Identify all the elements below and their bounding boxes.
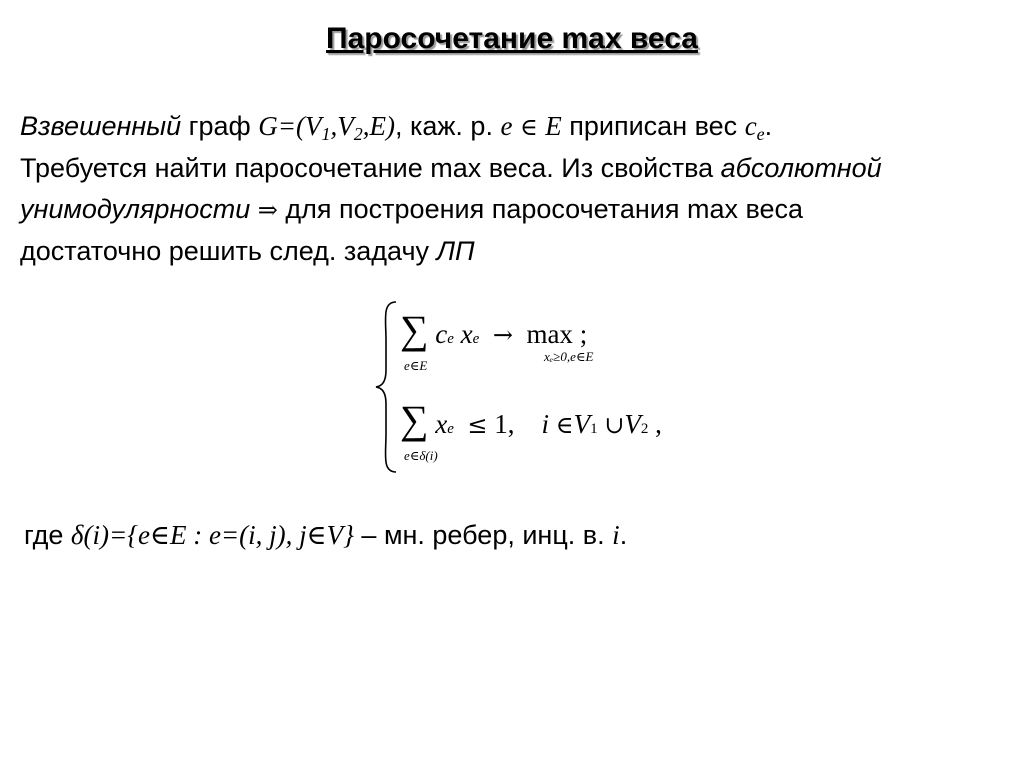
statement-line-2: [20, 148, 1010, 189]
graph-definition: [258, 111, 395, 144]
graph-def-end: ,E): [362, 111, 395, 141]
weight-c: c: [744, 111, 757, 141]
member-of-symbol: ∈: [519, 113, 538, 141]
set-V2-sub: 2: [640, 421, 649, 437]
var-x-2: x: [435, 409, 448, 439]
term-unimodularity: унимодулярности: [20, 194, 251, 224]
term-weighted: Взвешенный: [20, 111, 182, 141]
text-for-building: для построения паросочетания max веса: [285, 194, 804, 224]
sub-2: 2: [353, 124, 363, 144]
coef-c-sub: e: [447, 331, 454, 347]
period-1: .: [764, 111, 773, 141]
var-e: e: [500, 111, 513, 141]
max-condition: xₑ≥0,e∈E: [544, 349, 594, 364]
member-symbol: ∈: [555, 411, 574, 439]
coef-c: c: [435, 319, 448, 349]
weight-sub-e: e: [756, 124, 765, 144]
text-incident-edges: – мн. ребер, инц. в.: [361, 520, 605, 550]
var-x-2-sub: e: [447, 421, 454, 437]
set-V1-sub: 1: [590, 421, 598, 437]
var-i: i: [541, 409, 550, 439]
max-operator: max: [526, 319, 573, 349]
left-brace-icon: [372, 300, 402, 475]
objective-row: [400, 307, 588, 352]
term-absolute: абсолютной: [720, 153, 882, 183]
term-lp: ЛП: [436, 236, 475, 266]
delta-definition: (i)={e∈E : e=(i, j), j∈V}: [83, 520, 354, 550]
statement-line-4: [20, 231, 1010, 272]
text-each-edge: , каж. р.: [394, 111, 493, 141]
problem-statement: [20, 106, 1010, 272]
sum-index-1: e∈E: [404, 358, 428, 373]
var-i-footer: i: [612, 520, 620, 550]
sum-symbol-2: ∑: [400, 397, 429, 442]
var-x-1: x: [460, 319, 473, 349]
period-footer: .: [619, 520, 628, 550]
arrow-icon: →: [492, 321, 513, 349]
set-E: E: [545, 111, 562, 141]
lp-formulation: [372, 300, 752, 475]
text-assigned-weight: приписан вес: [569, 111, 738, 141]
delta-symbol: δ: [70, 520, 84, 550]
sub-1: 1: [321, 124, 331, 144]
sum-index-2: e∈δ(i): [404, 448, 438, 463]
text-graph: граф: [188, 111, 251, 141]
graph-def-mid: ,V: [330, 111, 354, 141]
comma: ,: [655, 409, 662, 439]
le-symbol: ≤: [467, 411, 488, 439]
text-where: где: [24, 520, 64, 550]
union-symbol: ∪: [604, 411, 625, 439]
set-V1: V: [573, 409, 591, 439]
text-find-matching: Требуется найти паросочетание max веса. Из свойства: [20, 153, 714, 183]
constant-one: 1,: [494, 409, 515, 439]
constraint-row: [400, 397, 662, 442]
sum-symbol-1: ∑: [400, 307, 429, 352]
weight-ce: [744, 111, 765, 144]
statement-line-1: [20, 106, 1010, 148]
implies-symbol: ⇒: [257, 196, 278, 224]
text-solve-task: достаточно решить след. задачу: [20, 236, 430, 266]
var-x-1-sub: e: [472, 331, 480, 347]
footer-definition: [24, 520, 1004, 551]
slide-title: Паросочетание max веса: [326, 22, 698, 55]
semicolon: ;: [579, 319, 588, 349]
set-V2: V: [624, 409, 641, 439]
statement-line-3: [20, 189, 1010, 231]
graph-def-start: G=(V: [258, 111, 322, 141]
